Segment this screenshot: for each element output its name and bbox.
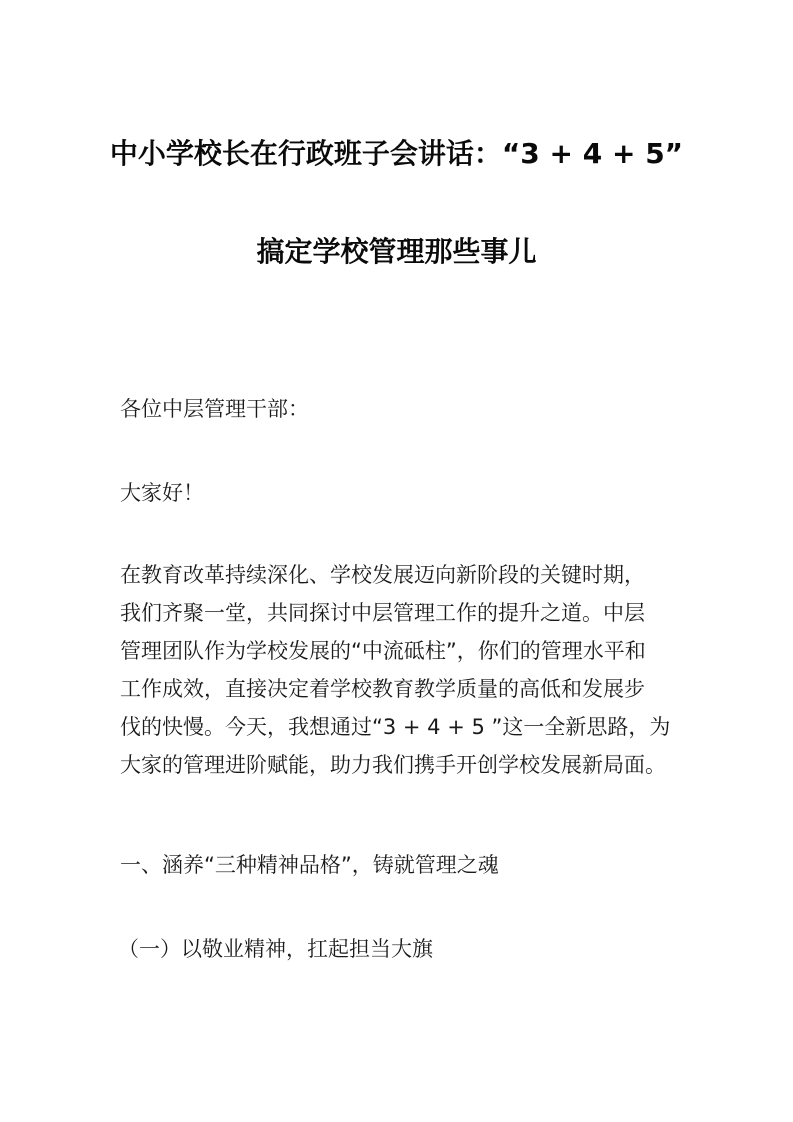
paragraph-line: 管理团队作为学校发展的“中流砥柱”，你们的管理水平和 bbox=[120, 639, 646, 663]
paragraph-line: 在教育改革持续深化、学校发展迈向新阶段的关键时期， bbox=[120, 563, 645, 587]
paragraph-line: 大家的管理进阶赋能，助力我们携手开创学校发展新局面。 bbox=[120, 753, 666, 777]
document-title-line-1: 中小学校长在行政班子会讲话：“3 + 4 + 5” bbox=[109, 137, 684, 170]
subsection-heading: （一）以敬业精神，扛起担当大旗 bbox=[118, 937, 433, 961]
paragraph-line: 工作成效，直接决定着学校教育教学质量的高低和发展步 bbox=[120, 677, 645, 701]
paragraph-line: 伐的快慢。今天，我想通过“3 + 4 + 5 ”这一全新思路，为 bbox=[120, 715, 671, 739]
greeting: 大家好！ bbox=[120, 481, 204, 505]
intro-paragraph bbox=[120, 556, 680, 784]
salutation: 各位中层管理干部： bbox=[120, 397, 309, 421]
document-title-line-2: 搞定学校管理那些事儿 bbox=[256, 235, 537, 268]
paragraph-line: 我们齐聚一堂，共同探讨中层管理工作的提升之道。中层 bbox=[120, 601, 645, 625]
section-heading: 一、涵养“三种精神品格”，铸就管理之魂 bbox=[120, 853, 499, 877]
